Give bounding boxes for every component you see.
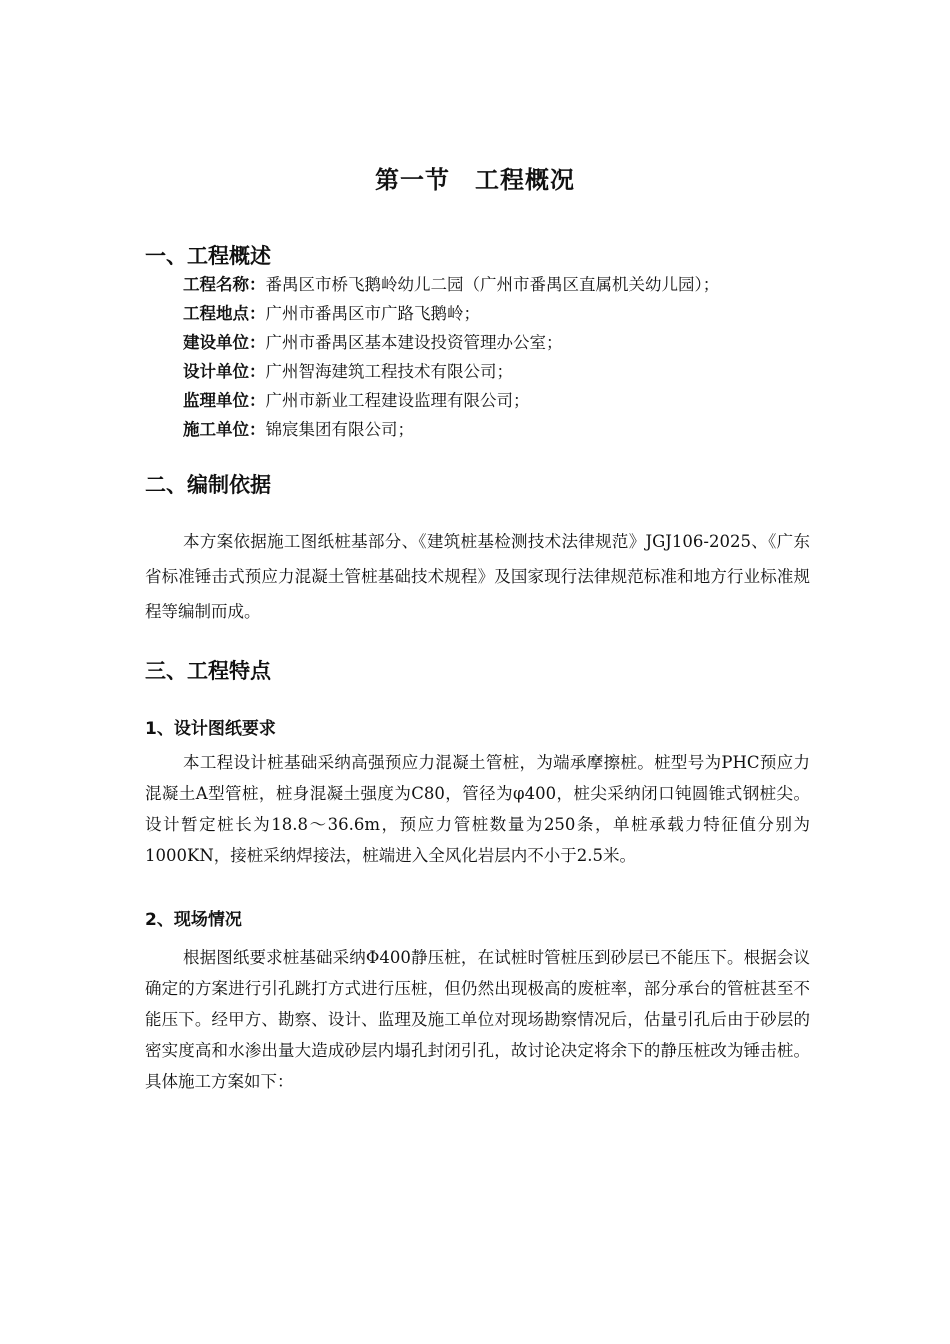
section-heading-overview: 一、工程概述 (145, 244, 271, 268)
info-row-project-location (183, 299, 719, 328)
info-row-designer (183, 357, 719, 386)
info-value: 广州市番禺区市广路飞鹅岭； (265, 304, 480, 323)
info-row-supervisor (183, 386, 719, 415)
info-row-contractor (183, 415, 719, 444)
page-title: 第一节 工程概况 (375, 166, 575, 194)
info-value: 番禺区市桥飞鹅岭幼儿二园（广州市番禺区直属机关幼儿园）； (265, 275, 720, 294)
info-row-project-name (183, 270, 719, 299)
info-label: 工程地点： (183, 304, 266, 323)
site-conditions-paragraph: 根据图纸要求桩基础采纳Φ400静压桩，在试桩时管桩压到砂层已不能压下。根据会议确定的方案进行引孔跳打方式进行压桩，但仍然出现极高的废桩率，部分承台的管桩甚至不能压下。经甲方、勘察、设计、监理及施工单位对现场勘察情况后，估量引孔后由于砂层的密实度高和水渗出量大造成砂层内塌孔封闭引孔，故讨论决定将余下的静压桩改为锤击桩。具体施工方案如下： (145, 948, 810, 1091)
info-value: 锦宸集团有限公司； (265, 420, 414, 439)
info-label: 设计单位： (183, 362, 266, 381)
section-heading-basis: 二、编制依据 (145, 473, 271, 497)
info-label: 监理单位： (183, 391, 266, 410)
project-info-list (183, 270, 719, 444)
info-label: 建设单位： (183, 333, 266, 352)
info-value: 广州市番禺区基本建设投资管理办公室； (265, 333, 563, 352)
section-heading-features: 三、工程特点 (145, 659, 271, 683)
basis-paragraph: 本方案依据施工图纸桩基部分、《建筑桩基检测技术法律规范》JGJ106-2025、《广东省标准锤击式预应力混凝土管桩基础技术规程》及国家现行法律规范标准和地方行业标准规程等编制而成。 (145, 532, 810, 621)
info-row-owner (183, 328, 719, 357)
subsection-heading-site: 2、现场情况 (145, 910, 242, 930)
design-requirements-paragraph: 本工程设计桩基础采纳高强预应力混凝土管桩，为端承摩擦桩。桩型号为PHC预应力混凝土A型管桩，桩身混凝土强度为C80，管径为φ400，桩尖采纳闭口钝圆锥式钢桩尖。设计暂定桩长为18.8～36.6m，预应力管桩数量为250条，单桩承载力特征值分别为1000KN，接桩采纳焊接法，桩端进入全风化岩层内不小于2.5米。 (145, 753, 810, 865)
info-value: 广州市新业工程建设监理有限公司； (265, 391, 530, 410)
subsection-heading-design: 1、设计图纸要求 (145, 719, 276, 739)
info-label: 工程名称： (183, 275, 266, 294)
info-label: 施工单位： (183, 420, 266, 439)
info-value: 广州智海建筑工程技术有限公司； (265, 362, 513, 381)
